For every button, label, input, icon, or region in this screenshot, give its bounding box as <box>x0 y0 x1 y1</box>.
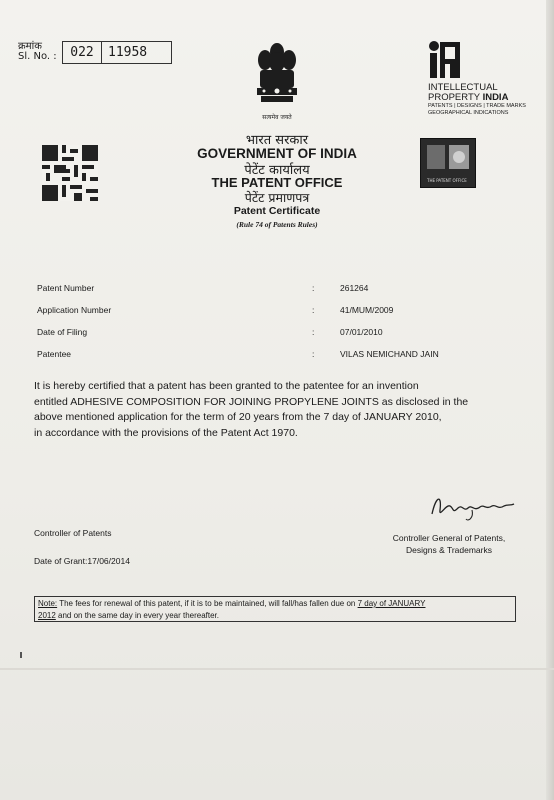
note-label: Note: <box>38 599 58 608</box>
statement-line: entitled ADHESIVE COMPOSITION FOR JOINING PROPYLENE JOINTS as disclosed in the <box>34 395 469 408</box>
controller-label: Controller of Patents <box>34 528 112 538</box>
serial-prefix: 022 <box>63 42 102 63</box>
hologram-text: THE PATENT OFFICE <box>427 178 467 183</box>
ipi-line-2a: PROPERTY <box>428 92 483 103</box>
field-colon: : <box>312 349 315 359</box>
emblem-motto: सत्यमेव जयते <box>262 114 292 121</box>
controller-signature <box>428 492 516 522</box>
patentee-label: Patentee <box>37 349 72 359</box>
certificate-title: Patent Certificate <box>233 205 321 217</box>
ipi-line-2 <box>428 93 526 103</box>
field-colon: : <box>312 283 315 293</box>
serial-number: 11958 <box>108 45 148 60</box>
serial-number-box <box>62 41 172 64</box>
certification-statement <box>34 379 534 441</box>
patentee-value: VILAS NEMICHAND JAIN <box>340 349 439 359</box>
application-number-value: 41/MUM/2009 <box>340 305 394 315</box>
patent-number-label: Patent Number <box>37 283 95 293</box>
serial-label: Sl. No. : <box>18 51 57 62</box>
ipi-line-3: PATENTS | DESIGNS | TRADE MARKS <box>428 103 526 109</box>
statement-line: above mentioned application for the term of 20 years from the 7 day of JANUARY 2010, <box>34 411 442 423</box>
office-title: THE PATENT OFFICE <box>211 175 343 190</box>
ip-india-logo-icon <box>428 40 462 80</box>
note-text-a: The fees for renewal of this patent, if it is to be maintained, will fall/has fallen due on <box>57 599 358 608</box>
certificate-title-hindi: पेटेंट प्रमाणपत्र <box>244 190 310 205</box>
field-colon: : <box>312 305 315 315</box>
field-colon: : <box>312 327 315 337</box>
note-line-2 <box>38 610 512 622</box>
statement-line: in accordance with the provisions of the Patent Act 1970. <box>34 426 298 439</box>
application-number-label: Application Number <box>37 305 112 315</box>
fold-line <box>0 668 554 670</box>
serial-label-hindi: क्रमांक <box>18 41 42 52</box>
office-title-hindi: पेटेंट कार्यालय <box>244 163 310 178</box>
grant-date: Date of Grant:17/06/2014 <box>34 556 130 566</box>
filing-date-value: 07/01/2010 <box>340 327 383 337</box>
ipi-line-2b: INDIA <box>482 92 509 103</box>
national-emblem-icon <box>252 40 302 116</box>
renewal-note-box <box>34 596 516 622</box>
gov-title: GOVERNMENT OF INDIA <box>197 146 357 161</box>
controller-general-block <box>384 532 514 556</box>
ip-india-wordmark <box>428 83 526 117</box>
note-text-b: and on the same day in every year thereafter. <box>55 611 220 620</box>
page-edge-shadow <box>546 0 554 800</box>
rule-reference: (Rule 74 of Patents Rules) <box>236 220 318 229</box>
ipi-line-4: GEOGRAPHICAL INDICATIONS <box>428 110 509 116</box>
statement-line: It is hereby certified that a patent has been granted to the patentee for an invention <box>34 380 419 392</box>
controller-general-line-2: Designs & Trademarks <box>406 545 492 555</box>
ipi-line-1: INTELLECTUAL <box>428 82 498 93</box>
filing-date-label: Date of Filing <box>37 327 88 337</box>
note-date-b: 2012 <box>38 611 56 620</box>
gov-title-hindi: भारत सरकार <box>245 133 309 148</box>
ink-mark <box>20 652 22 658</box>
note-line-1 <box>38 598 512 610</box>
controller-general-line-1: Controller General of Patents, <box>392 533 506 543</box>
note-date-a: 7 day of JANUARY <box>357 599 426 608</box>
patent-number-value: 261264 <box>340 283 369 293</box>
